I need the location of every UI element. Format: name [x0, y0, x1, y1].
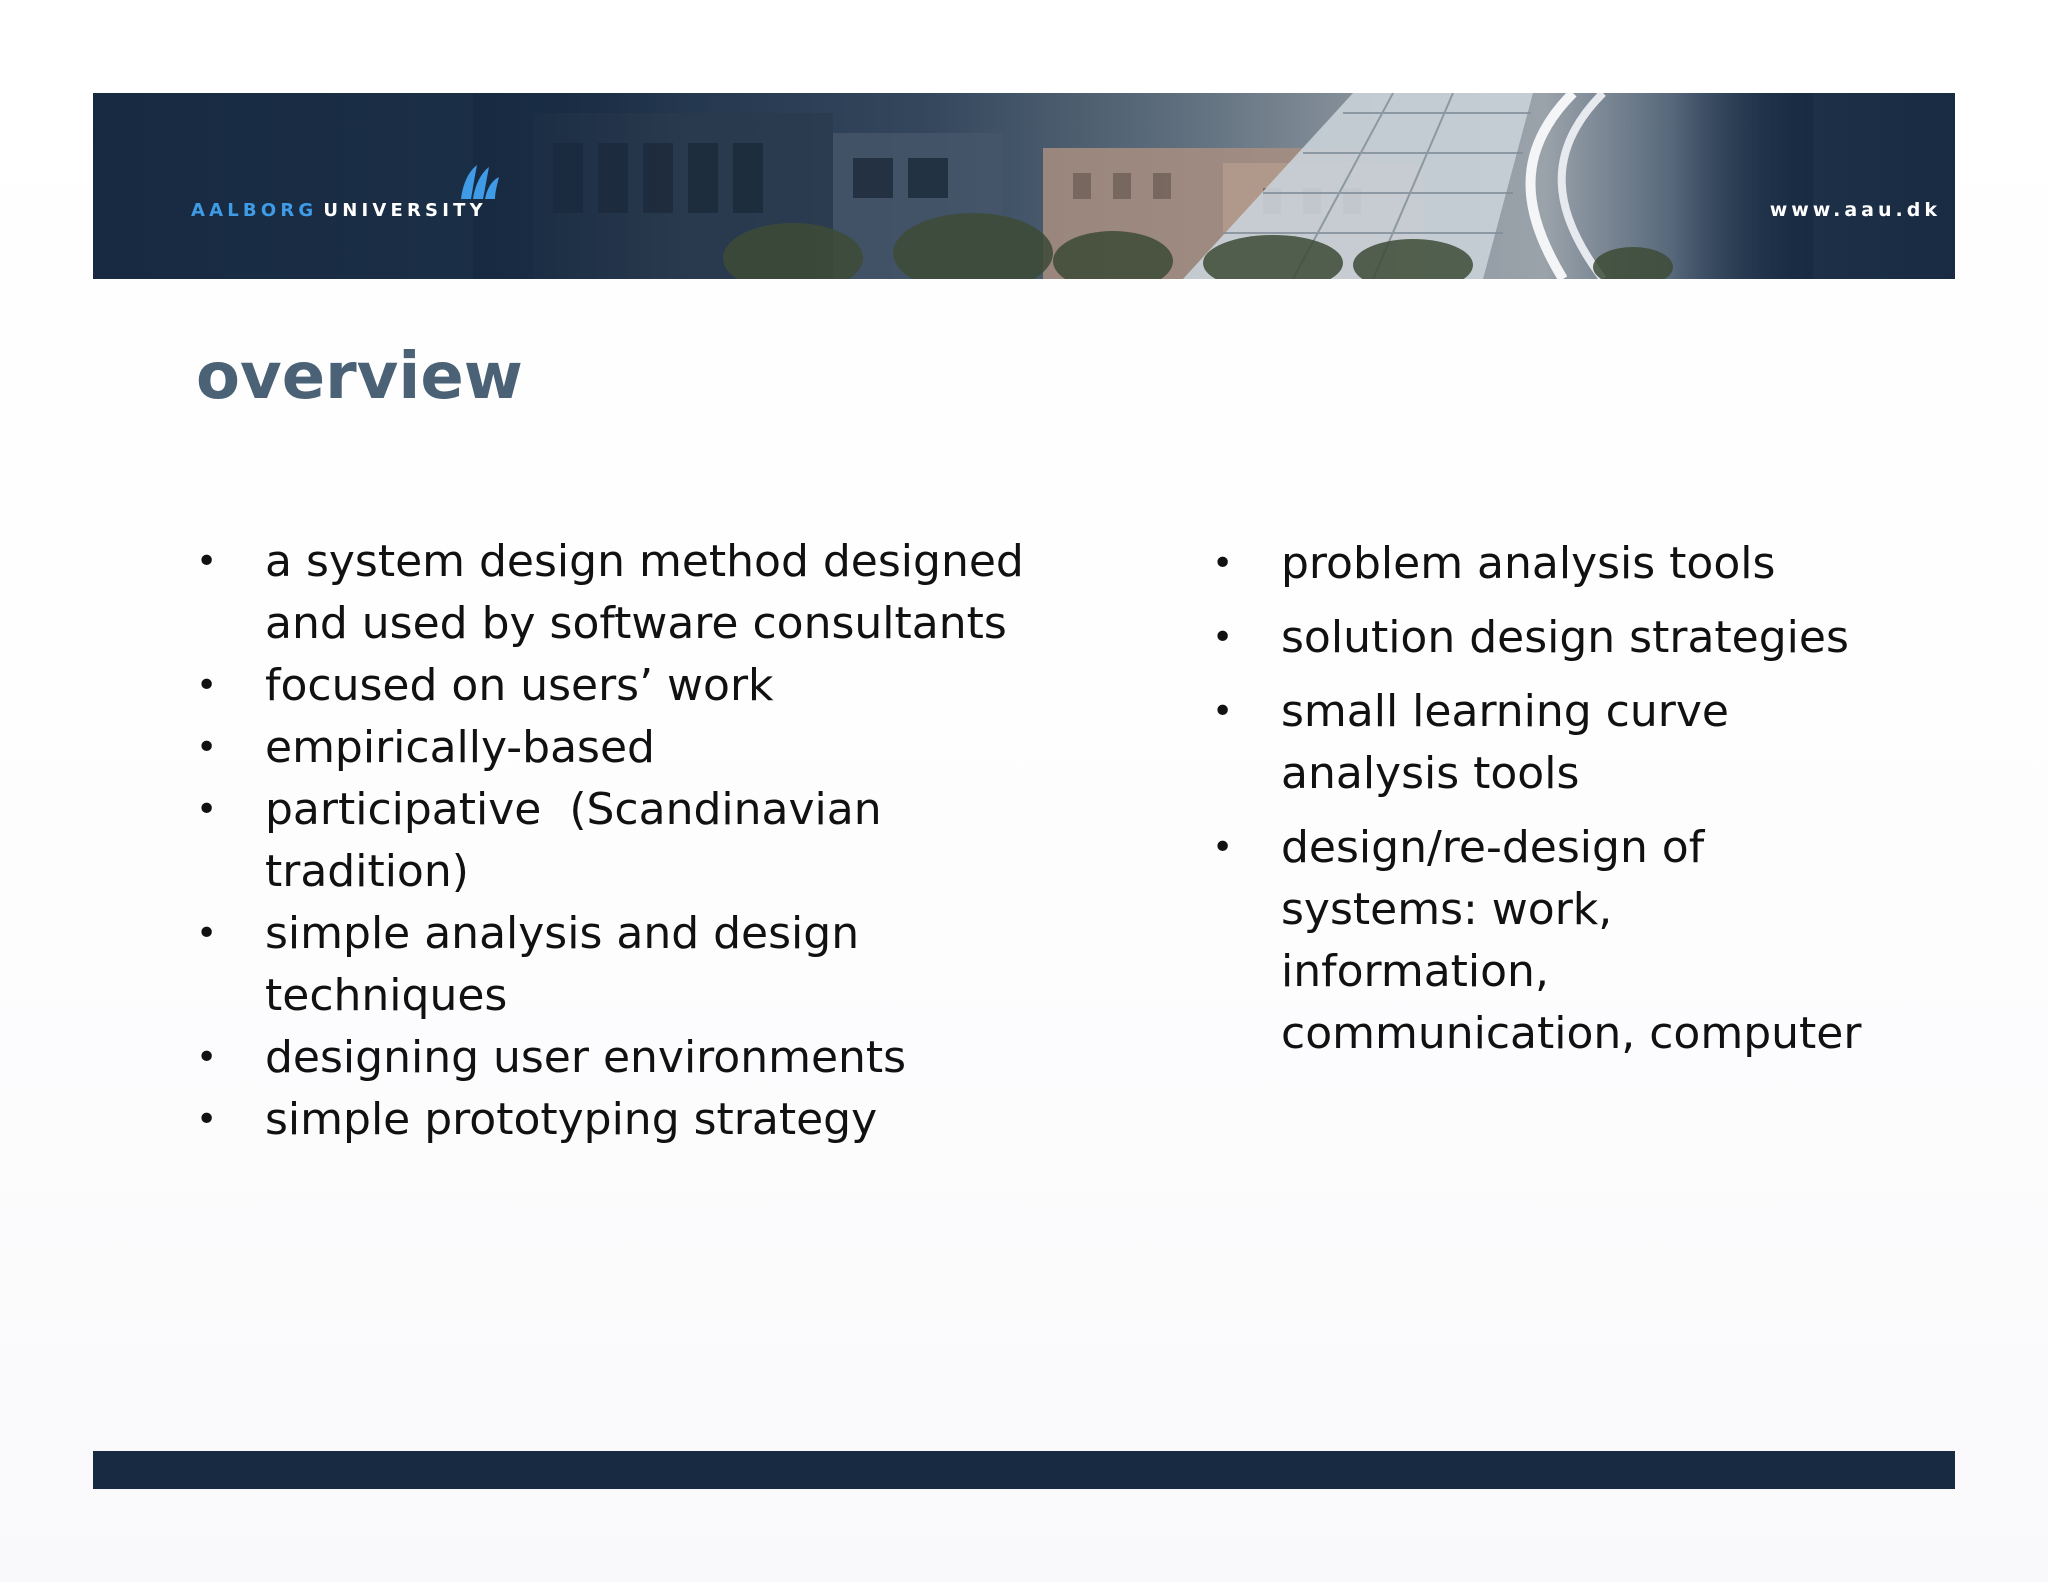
- list-item: [196, 717, 1046, 779]
- bullet-text: systems: work,: [1281, 884, 1613, 935]
- list-item: [1212, 533, 1912, 595]
- bullet-text: empirically-based: [265, 722, 655, 773]
- aalborg-university-logo: [455, 161, 501, 201]
- footer-bar: [93, 1451, 1955, 1489]
- list-item: [196, 1089, 1046, 1151]
- bullet-icon: •: [196, 1099, 218, 1140]
- list-item: [196, 655, 1046, 717]
- bullet-text: focused on users’ work: [265, 660, 774, 711]
- bullet-icon: •: [1212, 691, 1234, 732]
- bullet-text: a system design method designed: [265, 536, 1024, 587]
- bullet-text: analysis tools: [1281, 748, 1580, 799]
- bullet-icon: •: [1212, 617, 1234, 658]
- header-banner: [93, 93, 1955, 279]
- slide-title: overview: [196, 340, 523, 414]
- bullet-text: participative (Scandinavian: [265, 784, 882, 835]
- university-wordmark: [191, 200, 487, 221]
- bullet-text: design/re-design of: [1281, 822, 1705, 873]
- bullet-icon: •: [196, 913, 218, 954]
- bullet-text: techniques: [265, 970, 508, 1021]
- bullet-text: and used by software consultants: [265, 598, 1007, 649]
- brand-aalborg: AALBORG: [191, 200, 318, 221]
- bullet-icon: •: [196, 789, 218, 830]
- bullet-text: simple analysis and design: [265, 908, 860, 959]
- bullet-text: designing user environments: [265, 1032, 907, 1083]
- bullet-icon: •: [196, 727, 218, 768]
- list-item: [1212, 607, 1912, 669]
- right-bullet-list: [1212, 533, 1912, 1077]
- list-item: [196, 1027, 1046, 1089]
- bullet-text: small learning curve: [1281, 686, 1729, 737]
- list-item: [1212, 681, 1912, 805]
- bullet-icon: •: [1212, 827, 1234, 868]
- left-bullet-list: [196, 531, 1046, 1151]
- list-item: [196, 903, 1046, 1027]
- brand-university: UNIVERSITY: [323, 200, 487, 221]
- bullet-text: communication, computer: [1281, 1008, 1862, 1059]
- bullet-text: problem analysis tools: [1281, 538, 1776, 589]
- campus-building-photo: [93, 93, 1955, 279]
- bullet-icon: •: [196, 541, 218, 582]
- bullet-text: information,: [1281, 946, 1549, 997]
- list-item: [196, 531, 1046, 655]
- bullet-icon: •: [196, 1037, 218, 1078]
- list-item: [196, 779, 1046, 903]
- bullet-text: simple prototyping strategy: [265, 1094, 878, 1145]
- bullet-text: solution design strategies: [1281, 612, 1849, 663]
- website-url: www.aau.dk: [1769, 199, 1941, 221]
- bullet-icon: •: [1212, 543, 1234, 584]
- bullet-text: tradition): [265, 846, 469, 897]
- list-item: [1212, 817, 1912, 1065]
- bullet-icon: •: [196, 665, 218, 706]
